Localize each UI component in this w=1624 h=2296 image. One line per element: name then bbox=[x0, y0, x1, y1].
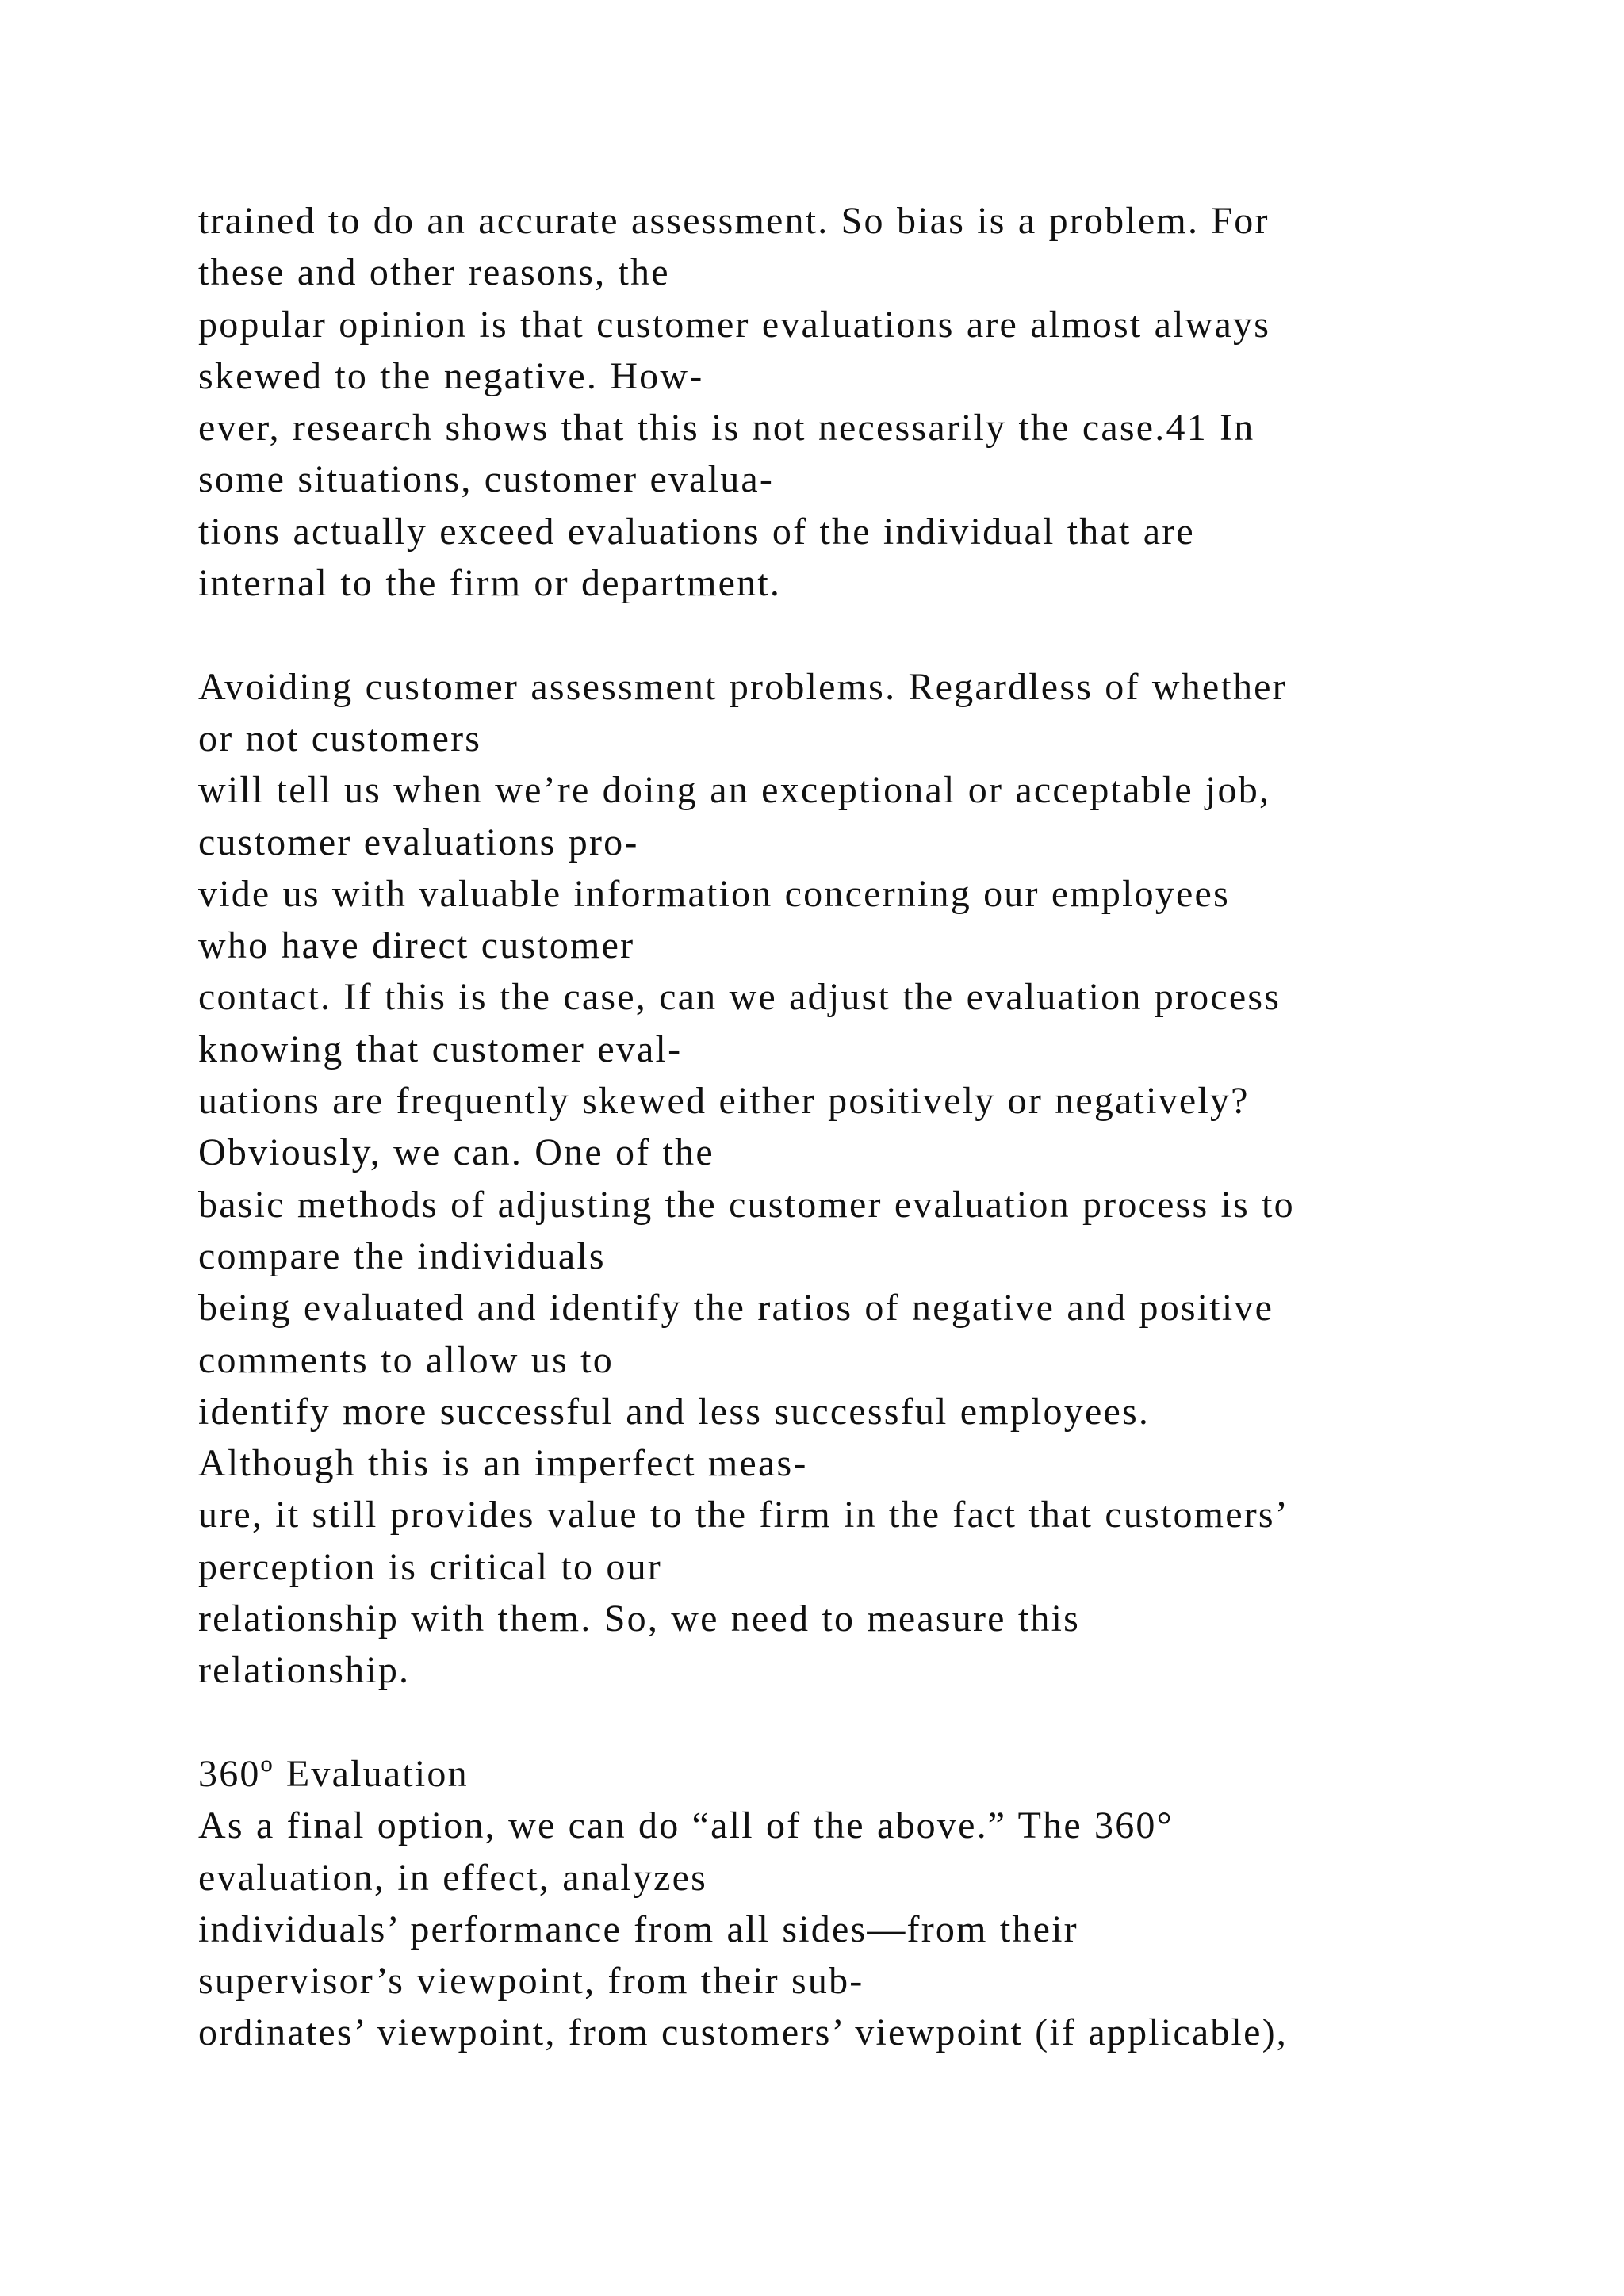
paragraph-break bbox=[198, 1697, 1594, 1748]
text-line: popular opinion is that customer evaluations are almost always bbox=[198, 303, 1271, 346]
text-line: internal to the firm or department. bbox=[198, 562, 782, 605]
text-line: identify more successful and less successful employees. bbox=[198, 1390, 1151, 1433]
text-line: vide us with valuable information concerning our employees bbox=[198, 872, 1230, 915]
text-line: Avoiding customer assessment problems. Regardless of whether bbox=[198, 665, 1287, 708]
text-line: supervisor’s viewpoint, from their sub- bbox=[198, 1960, 864, 2003]
text-line: being evaluated and identify the ratios of negative and positive bbox=[198, 1287, 1274, 1330]
text-line: some situations, customer evalua- bbox=[198, 458, 775, 501]
text-line: evaluation, in effect, analyzes bbox=[198, 1856, 708, 1899]
text-line: compare the individuals bbox=[198, 1234, 606, 1277]
text-line: uations are frequently skewed either positively or negatively? bbox=[198, 1080, 1250, 1123]
text-line: As a final option, we can do “all of the above.” The 360° bbox=[198, 1804, 1174, 1847]
text-line: basic methods of adjusting the customer evaluation process is to bbox=[198, 1183, 1295, 1226]
text-line: comments to allow us to bbox=[198, 1338, 614, 1381]
text-line: or not customers bbox=[198, 717, 482, 760]
text-line: will tell us when we’re doing an exceptional or acceptable job, bbox=[198, 769, 1271, 812]
text-line: knowing that customer eval- bbox=[198, 1027, 683, 1070]
paragraph-break bbox=[198, 609, 1594, 660]
text-line: trained to do an accurate assessment. So bias is a problem. For bbox=[198, 200, 1270, 242]
text-line: who have direct customer bbox=[198, 924, 635, 967]
text-line: Obviously, we can. One of the bbox=[198, 1131, 714, 1174]
text-line: ever, research shows that this is not necessarily the case.41 In bbox=[198, 407, 1255, 450]
text-line: individuals’ performance from all sides—from their bbox=[198, 1908, 1078, 1950]
text-line: ure, it still provides value to the firm in the fact that customers’ bbox=[198, 1494, 1289, 1536]
text-line: customer evaluations pro- bbox=[198, 821, 639, 863]
text-line: tions actually exceed evaluations of the individual that are bbox=[198, 510, 1195, 553]
text-line: relationship with them. So, we need to measure this bbox=[198, 1598, 1081, 1640]
text-line: skewed to the negative. How- bbox=[198, 354, 704, 397]
section-heading: 360º Evaluation bbox=[198, 1752, 469, 1795]
text-line: ordinates’ viewpoint, from customers’ viewpoint (if applicable), bbox=[198, 2011, 1288, 2054]
text-line: these and other reasons, the bbox=[198, 251, 670, 294]
text-line: contact. If this is the case, can we adjust the evaluation process bbox=[198, 976, 1281, 1019]
text-line: perception is critical to our bbox=[198, 1545, 662, 1588]
text-line: relationship. bbox=[198, 1649, 411, 1692]
text-line: Although this is an imperfect meas- bbox=[198, 1442, 808, 1485]
document-body bbox=[198, 195, 1594, 2059]
